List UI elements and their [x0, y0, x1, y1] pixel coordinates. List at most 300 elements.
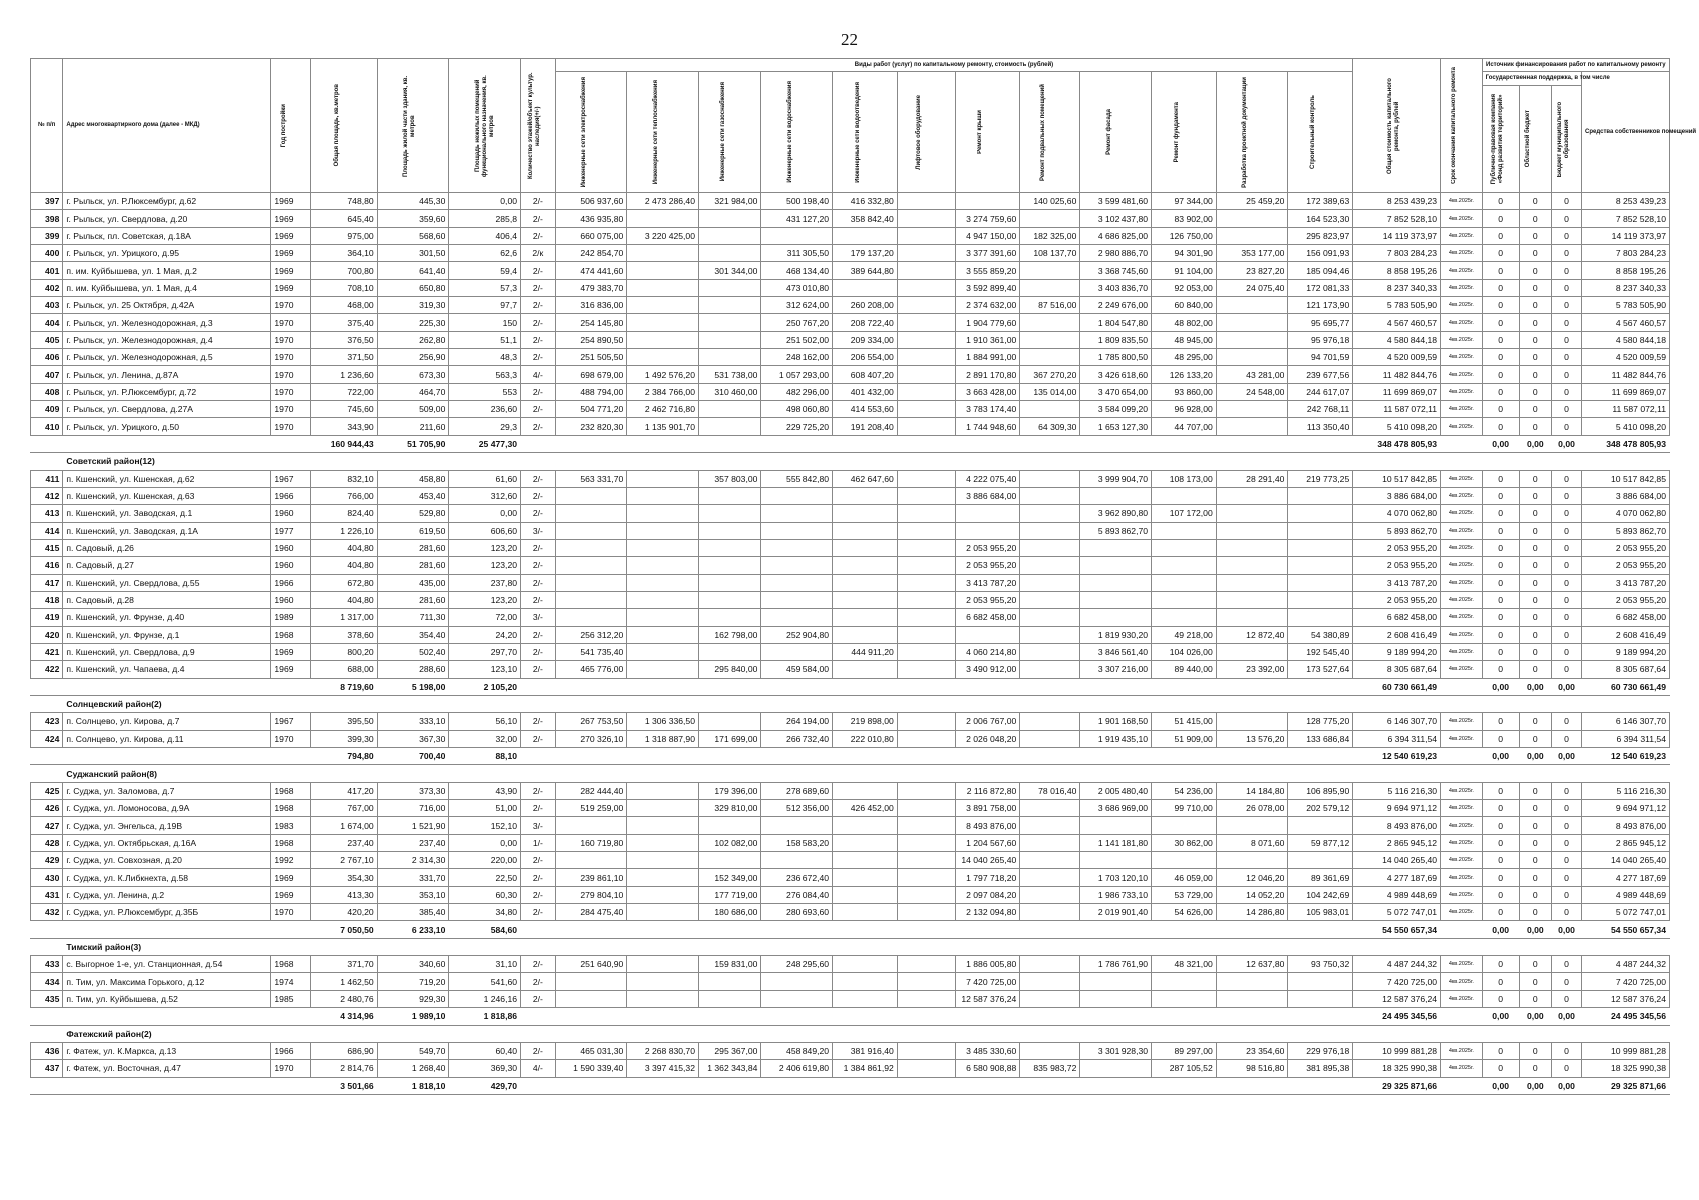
cell-nonliving-area: 25 477,30: [449, 435, 521, 452]
cell-nonliving-area: 553: [449, 383, 521, 400]
page-number: 22: [841, 30, 858, 49]
cell-living-area: 367,30: [377, 730, 449, 747]
cell-deadline: [1441, 921, 1483, 938]
cell-total-cost: 4 580 844,18: [1353, 331, 1441, 348]
cell-gas: 152 349,00: [699, 869, 761, 886]
cell-municipal: 0: [1552, 1060, 1582, 1077]
cell-municipal: 0: [1552, 904, 1582, 921]
cell-sewer: 222 010,80: [833, 730, 898, 747]
cell-electric: [555, 678, 627, 695]
cell-electric: [555, 505, 627, 522]
cell-total-cost: 4 520 009,59: [1353, 349, 1441, 366]
cell-fund: 0: [1482, 1042, 1519, 1059]
cell-project: 14 286,80: [1216, 904, 1288, 921]
cell-gas: [699, 678, 761, 695]
cell-water: 312 624,00: [761, 297, 833, 314]
cell-municipal: 0: [1552, 574, 1582, 591]
cell-total-area: 645,40: [310, 210, 377, 227]
cell-control: [1288, 1077, 1353, 1094]
cell-electric: [555, 574, 627, 591]
district-label: Советский район(12): [63, 453, 1670, 470]
cell-basement: [1020, 210, 1080, 227]
cell-owners: 14 119 373,97: [1582, 227, 1670, 244]
cell-year: 1983: [271, 817, 310, 834]
cell-total-area: 2 767,10: [310, 852, 377, 869]
cell-foundation: 30 862,00: [1152, 834, 1217, 851]
cell-year: 1970: [271, 331, 310, 348]
cell-basement: [1020, 748, 1080, 765]
cell-fund: 0: [1482, 279, 1519, 296]
cell-objects: 2/-: [521, 713, 556, 730]
cell-water: [761, 1077, 833, 1094]
cell-objects: 2/-: [521, 574, 556, 591]
cell-owners: 5 072 747,01: [1582, 904, 1670, 921]
cell-basement: [1020, 730, 1080, 747]
cell-total-cost: 2 865 945,12: [1353, 834, 1441, 851]
cell-control: 173 527,64: [1288, 661, 1353, 678]
cell-fund: 0: [1482, 383, 1519, 400]
cell-regional: 0: [1519, 574, 1551, 591]
cell-deadline: 4кв.2025г.: [1441, 418, 1483, 435]
cell-total-area: 686,90: [310, 1042, 377, 1059]
cell-heat: [627, 349, 699, 366]
cell-objects: [521, 1008, 556, 1025]
cell-basement: [1020, 505, 1080, 522]
cell-control: 229 976,18: [1288, 1042, 1353, 1059]
table-row: [31, 245, 1670, 262]
cell-owners: 9 189 994,20: [1582, 643, 1670, 660]
cell-heat: [627, 557, 699, 574]
cell-sewer: [833, 609, 898, 626]
cell-address: п. Кшенский, ул. Кшенская, д.63: [63, 487, 271, 504]
cell-owners: 4 487 244,32: [1582, 956, 1670, 973]
cell-control: 381 895,38: [1288, 1060, 1353, 1077]
cell-deadline: 4кв.2025г.: [1441, 834, 1483, 851]
cell-gas: [699, 852, 761, 869]
cell-num: 399: [31, 227, 63, 244]
cell-address: п. Кшенский, ул. Заводская, д.1: [63, 505, 271, 522]
cell-objects: [521, 678, 556, 695]
cell-lift: [897, 730, 955, 747]
cell-deadline: 4кв.2025г.: [1441, 574, 1483, 591]
cell-facade: [1080, 990, 1152, 1007]
table-row: [31, 193, 1670, 210]
cell-project: [1216, 973, 1288, 990]
cell-objects: 1/-: [521, 834, 556, 851]
table-row: [31, 383, 1670, 400]
cell-deadline: [1441, 435, 1483, 452]
cell-num: 402: [31, 279, 63, 296]
cell-lift: [897, 886, 955, 903]
cell-living-area: 359,60: [377, 210, 449, 227]
cell-address: г. Суджа, ул. Ломоносова, д.9А: [63, 800, 271, 817]
cell-water: 250 767,20: [761, 314, 833, 331]
cell-heat: [627, 626, 699, 643]
cell-facade: 2 005 480,40: [1080, 782, 1152, 799]
cell-fund: 0,00: [1482, 1077, 1519, 1094]
cell-heat: 2 384 766,00: [627, 383, 699, 400]
cell-lift: [897, 349, 955, 366]
cell-municipal: 0: [1552, 661, 1582, 678]
col-lift: Лифтовое оборудование: [916, 94, 923, 170]
cell-deadline: 4кв.2025г.: [1441, 800, 1483, 817]
cell-municipal: 0: [1552, 262, 1582, 279]
cell-water: 500 198,40: [761, 193, 833, 210]
cell-municipal: 0: [1552, 643, 1582, 660]
cell-regional: 0: [1519, 522, 1551, 539]
cell-municipal: 0: [1552, 609, 1582, 626]
cell-municipal: 0: [1552, 314, 1582, 331]
cell-gas: [699, 349, 761, 366]
cell-electric: [555, 1077, 627, 1094]
cell-sewer: [833, 539, 898, 556]
cell-lift: [897, 973, 955, 990]
cell-year: 1970: [271, 401, 310, 418]
cell-project: 12 872,40: [1216, 626, 1288, 643]
cell-nonliving-area: 563,3: [449, 366, 521, 383]
cell-nonliving-area: 0,00: [449, 505, 521, 522]
cell-heat: [627, 748, 699, 765]
cell-control: [1288, 539, 1353, 556]
cell-electric: 270 326,10: [555, 730, 627, 747]
cell-fund: 0,00: [1482, 921, 1519, 938]
cell-fund: 0: [1482, 626, 1519, 643]
cell-living-area: 354,40: [377, 626, 449, 643]
cell-roof: 3 555 859,20: [955, 262, 1020, 279]
table-row: [31, 886, 1670, 903]
col-owners: Средства собственников помещений: [1582, 72, 1670, 193]
cell-heat: [627, 487, 699, 504]
cell-empty: [31, 453, 63, 470]
cell-fund: 0: [1482, 401, 1519, 418]
cell-control: [1288, 487, 1353, 504]
cell-facade: [1080, 1008, 1152, 1025]
cell-electric: 474 441,60: [555, 262, 627, 279]
cell-water: [761, 973, 833, 990]
subtotal-row: [31, 678, 1670, 695]
cell-sewer: [833, 661, 898, 678]
cell-regional: 0,00: [1519, 678, 1551, 695]
cell-gas: 295 840,00: [699, 661, 761, 678]
cell-address: г. Рыльск, ул. Железнодорожная, д.5: [63, 349, 271, 366]
district-header: [31, 765, 1670, 782]
cell-heat: [627, 921, 699, 938]
cell-foundation: [1152, 990, 1217, 1007]
cell-control: 106 895,90: [1288, 782, 1353, 799]
cell-owners: 5 410 098,20: [1582, 418, 1670, 435]
cell-owners: 4 520 009,59: [1582, 349, 1670, 366]
cell-num: 397: [31, 193, 63, 210]
cell-nonliving-area: 57,3: [449, 279, 521, 296]
cell-basement: [1020, 522, 1080, 539]
cell-foundation: 94 301,90: [1152, 245, 1217, 262]
cell-living-area: 700,40: [377, 748, 449, 765]
cell-gas: [699, 921, 761, 938]
cell-foundation: 60 840,00: [1152, 297, 1217, 314]
cell-fund: 0: [1482, 990, 1519, 1007]
cell-living-area: 385,40: [377, 904, 449, 921]
cell-facade: 1 901 168,50: [1080, 713, 1152, 730]
cell-year: 1969: [271, 193, 310, 210]
cell-gas: 310 460,00: [699, 383, 761, 400]
col-nonliving-area: Площадь нежилых помещений функционального назначения, кв. метров: [474, 74, 495, 177]
cell-foundation: 89 440,00: [1152, 661, 1217, 678]
cell-facade: [1080, 817, 1152, 834]
cell-year: [271, 1008, 310, 1025]
cell-gas: [699, 748, 761, 765]
cell-year: 1960: [271, 557, 310, 574]
cell-regional: 0: [1519, 349, 1551, 366]
cell-total-area: 8 719,60: [310, 678, 377, 695]
cell-facade: [1080, 1077, 1152, 1094]
cell-roof: [955, 626, 1020, 643]
cell-fund: 0: [1482, 869, 1519, 886]
cell-sewer: 209 334,00: [833, 331, 898, 348]
cell-project: [1216, 418, 1288, 435]
cell-total-cost: 6 682 458,00: [1353, 609, 1441, 626]
cell-foundation: [1152, 1077, 1217, 1094]
cell-electric: 316 836,00: [555, 297, 627, 314]
cell-control: [1288, 557, 1353, 574]
cell-address: [63, 921, 271, 938]
cell-owners: 5 116 216,30: [1582, 782, 1670, 799]
cell-control: 172 389,63: [1288, 193, 1353, 210]
cell-water: 1 057 293,00: [761, 366, 833, 383]
cell-basement: [1020, 331, 1080, 348]
table-row: [31, 609, 1670, 626]
cell-electric: 479 383,70: [555, 279, 627, 296]
cell-deadline: 4кв.2025г.: [1441, 869, 1483, 886]
cell-heat: [627, 782, 699, 799]
cell-facade: 1 785 800,50: [1080, 349, 1152, 366]
cell-facade: [1080, 487, 1152, 504]
cell-nonliving-area: 152,10: [449, 817, 521, 834]
capital-repair-table: [30, 58, 1697, 1095]
cell-control: 242 768,11: [1288, 401, 1353, 418]
cell-deadline: 4кв.2025г.: [1441, 1060, 1483, 1077]
cell-basement: [1020, 279, 1080, 296]
cell-municipal: 0: [1552, 800, 1582, 817]
col-municipal: Бюджет муниципального образования: [1556, 101, 1570, 177]
cell-sewer: [833, 834, 898, 851]
cell-control: 239 677,56: [1288, 366, 1353, 383]
cell-total-area: 824,40: [310, 505, 377, 522]
cell-year: 1970: [271, 366, 310, 383]
district-header: [31, 695, 1670, 712]
cell-address: г. Суджа, ул. Р.Люксембург, д.35Б: [63, 904, 271, 921]
table-row: [31, 470, 1670, 487]
cell-heat: [627, 817, 699, 834]
cell-foundation: 53 729,00: [1152, 886, 1217, 903]
table-row: [31, 418, 1670, 435]
cell-facade: 3 584 099,20: [1080, 401, 1152, 418]
cell-total-cost: 9 694 971,12: [1353, 800, 1441, 817]
cell-total-cost: 24 495 345,56: [1353, 1008, 1441, 1025]
cell-deadline: 4кв.2025г.: [1441, 730, 1483, 747]
cell-control: 94 701,59: [1288, 349, 1353, 366]
cell-living-area: 319,30: [377, 297, 449, 314]
cell-nonliving-area: 31,10: [449, 956, 521, 973]
cell-control: 192 545,40: [1288, 643, 1353, 660]
cell-project: [1216, 314, 1288, 331]
cell-year: 1992: [271, 852, 310, 869]
cell-nonliving-area: 285,8: [449, 210, 521, 227]
cell-sewer: [833, 227, 898, 244]
cell-basement: [1020, 661, 1080, 678]
cell-municipal: 0: [1552, 869, 1582, 886]
cell-roof: 3 274 759,60: [955, 210, 1020, 227]
cell-num: 418: [31, 591, 63, 608]
cell-project: [1216, 591, 1288, 608]
cell-deadline: 4кв.2025г.: [1441, 609, 1483, 626]
cell-year: 1969: [271, 210, 310, 227]
cell-deadline: 4кв.2025г.: [1441, 401, 1483, 418]
cell-num: [31, 748, 63, 765]
cell-heat: [627, 886, 699, 903]
cell-heat: [627, 1008, 699, 1025]
cell-living-area: 301,50: [377, 245, 449, 262]
cell-objects: 2/-: [521, 418, 556, 435]
cell-lift: [897, 678, 955, 695]
cell-gas: [699, 279, 761, 296]
cell-owners: 8 858 195,26: [1582, 262, 1670, 279]
cell-address: г. Суджа, ул. Совхозная, д.20: [63, 852, 271, 869]
cell-fund: 0: [1482, 574, 1519, 591]
cell-roof: 4 947 150,00: [955, 227, 1020, 244]
cell-sewer: 191 208,40: [833, 418, 898, 435]
cell-total-cost: 10 999 881,28: [1353, 1042, 1441, 1059]
cell-regional: 0: [1519, 1042, 1551, 1059]
cell-heat: [627, 852, 699, 869]
cell-owners: 8 305 687,64: [1582, 661, 1670, 678]
cell-year: [271, 678, 310, 695]
cell-year: 1969: [271, 227, 310, 244]
cell-total-cost: 4 277 187,69: [1353, 869, 1441, 886]
cell-project: 353 177,00: [1216, 245, 1288, 262]
cell-year: 1968: [271, 782, 310, 799]
cell-water: 251 502,00: [761, 331, 833, 348]
cell-fund: 0: [1482, 1060, 1519, 1077]
cell-objects: 2/-: [521, 210, 556, 227]
cell-heat: [627, 574, 699, 591]
cell-facade: 2 980 886,70: [1080, 245, 1152, 262]
cell-total-cost: 5 893 862,70: [1353, 522, 1441, 539]
cell-municipal: 0,00: [1552, 1077, 1582, 1094]
cell-total-area: 722,00: [310, 383, 377, 400]
cell-num: 401: [31, 262, 63, 279]
cell-lift: [897, 956, 955, 973]
cell-gas: [699, 418, 761, 435]
cell-num: 407: [31, 366, 63, 383]
cell-facade: [1080, 574, 1152, 591]
cell-regional: 0,00: [1519, 435, 1551, 452]
cell-heat: [627, 834, 699, 851]
cell-total-cost: 12 540 619,23: [1353, 748, 1441, 765]
table-row: [31, 591, 1670, 608]
cell-regional: 0: [1519, 1060, 1551, 1077]
cell-objects: 2/-: [521, 1042, 556, 1059]
cell-water: 158 583,20: [761, 834, 833, 851]
cell-owners: 348 478 805,93: [1582, 435, 1670, 452]
cell-gas: [699, 314, 761, 331]
cell-water: [761, 539, 833, 556]
cell-project: 13 576,20: [1216, 730, 1288, 747]
cell-heat: [627, 245, 699, 262]
cell-project: [1216, 748, 1288, 765]
table-row: [31, 713, 1670, 730]
cell-regional: 0: [1519, 730, 1551, 747]
cell-electric: 267 753,50: [555, 713, 627, 730]
cell-objects: 2/-: [521, 886, 556, 903]
cell-gas: [699, 574, 761, 591]
cell-municipal: 0: [1552, 990, 1582, 1007]
table-row: [31, 210, 1670, 227]
cell-total-area: 7 050,50: [310, 921, 377, 938]
cell-gas: [699, 817, 761, 834]
cell-nonliving-area: 237,80: [449, 574, 521, 591]
cell-municipal: 0: [1552, 713, 1582, 730]
col-water: Инженерные сети водоснабжения: [786, 81, 793, 183]
cell-municipal: 0: [1552, 956, 1582, 973]
cell-year: 1969: [271, 886, 310, 903]
cell-water: [761, 487, 833, 504]
cell-roof: 2 006 767,00: [955, 713, 1020, 730]
table-row: [31, 904, 1670, 921]
cell-address: п. Кшенский, ул. Чапаева, д.4: [63, 661, 271, 678]
cell-sewer: [833, 522, 898, 539]
cell-sewer: 1 384 861,92: [833, 1060, 898, 1077]
cell-total-area: 371,70: [310, 956, 377, 973]
cell-num: 404: [31, 314, 63, 331]
cell-total-cost: 3 413 787,20: [1353, 574, 1441, 591]
cell-lift: [897, 852, 955, 869]
cell-basement: [1020, 852, 1080, 869]
cell-total-area: 800,20: [310, 643, 377, 660]
col-roof: Ремонт крыши: [977, 110, 984, 154]
col-sewer: Инженерные сети водоотведения: [854, 81, 861, 183]
cell-electric: 504 771,20: [555, 401, 627, 418]
cell-project: [1216, 643, 1288, 660]
cell-roof: 2 026 048,20: [955, 730, 1020, 747]
cell-water: 280 693,60: [761, 904, 833, 921]
cell-objects: 2/-: [521, 730, 556, 747]
cell-facade: 1 653 127,30: [1080, 418, 1152, 435]
cell-fund: 0: [1482, 661, 1519, 678]
cell-basement: [1020, 539, 1080, 556]
cell-address: г. Фатеж, ул. Восточная, д.47: [63, 1060, 271, 1077]
cell-water: 2 406 619,80: [761, 1060, 833, 1077]
cell-sewer: [833, 626, 898, 643]
cell-year: 1977: [271, 522, 310, 539]
cell-facade: 3 307 216,00: [1080, 661, 1152, 678]
cell-lift: [897, 401, 955, 418]
cell-basement: [1020, 574, 1080, 591]
cell-sewer: [833, 557, 898, 574]
cell-num: 409: [31, 401, 63, 418]
cell-living-area: 711,30: [377, 609, 449, 626]
cell-fund: 0: [1482, 366, 1519, 383]
cell-foundation: [1152, 591, 1217, 608]
cell-nonliving-area: 60,30: [449, 886, 521, 903]
col-facade: Ремонт фасада: [1105, 109, 1112, 155]
cell-heat: 2 473 286,40: [627, 193, 699, 210]
cell-living-area: 464,70: [377, 383, 449, 400]
cell-heat: 2 462 716,80: [627, 401, 699, 418]
cell-facade: 3 426 618,60: [1080, 366, 1152, 383]
col-living-area: Площадь жилой части здания, кв. метров: [403, 74, 417, 177]
cell-owners: 5 893 862,70: [1582, 522, 1670, 539]
cell-foundation: [1152, 921, 1217, 938]
